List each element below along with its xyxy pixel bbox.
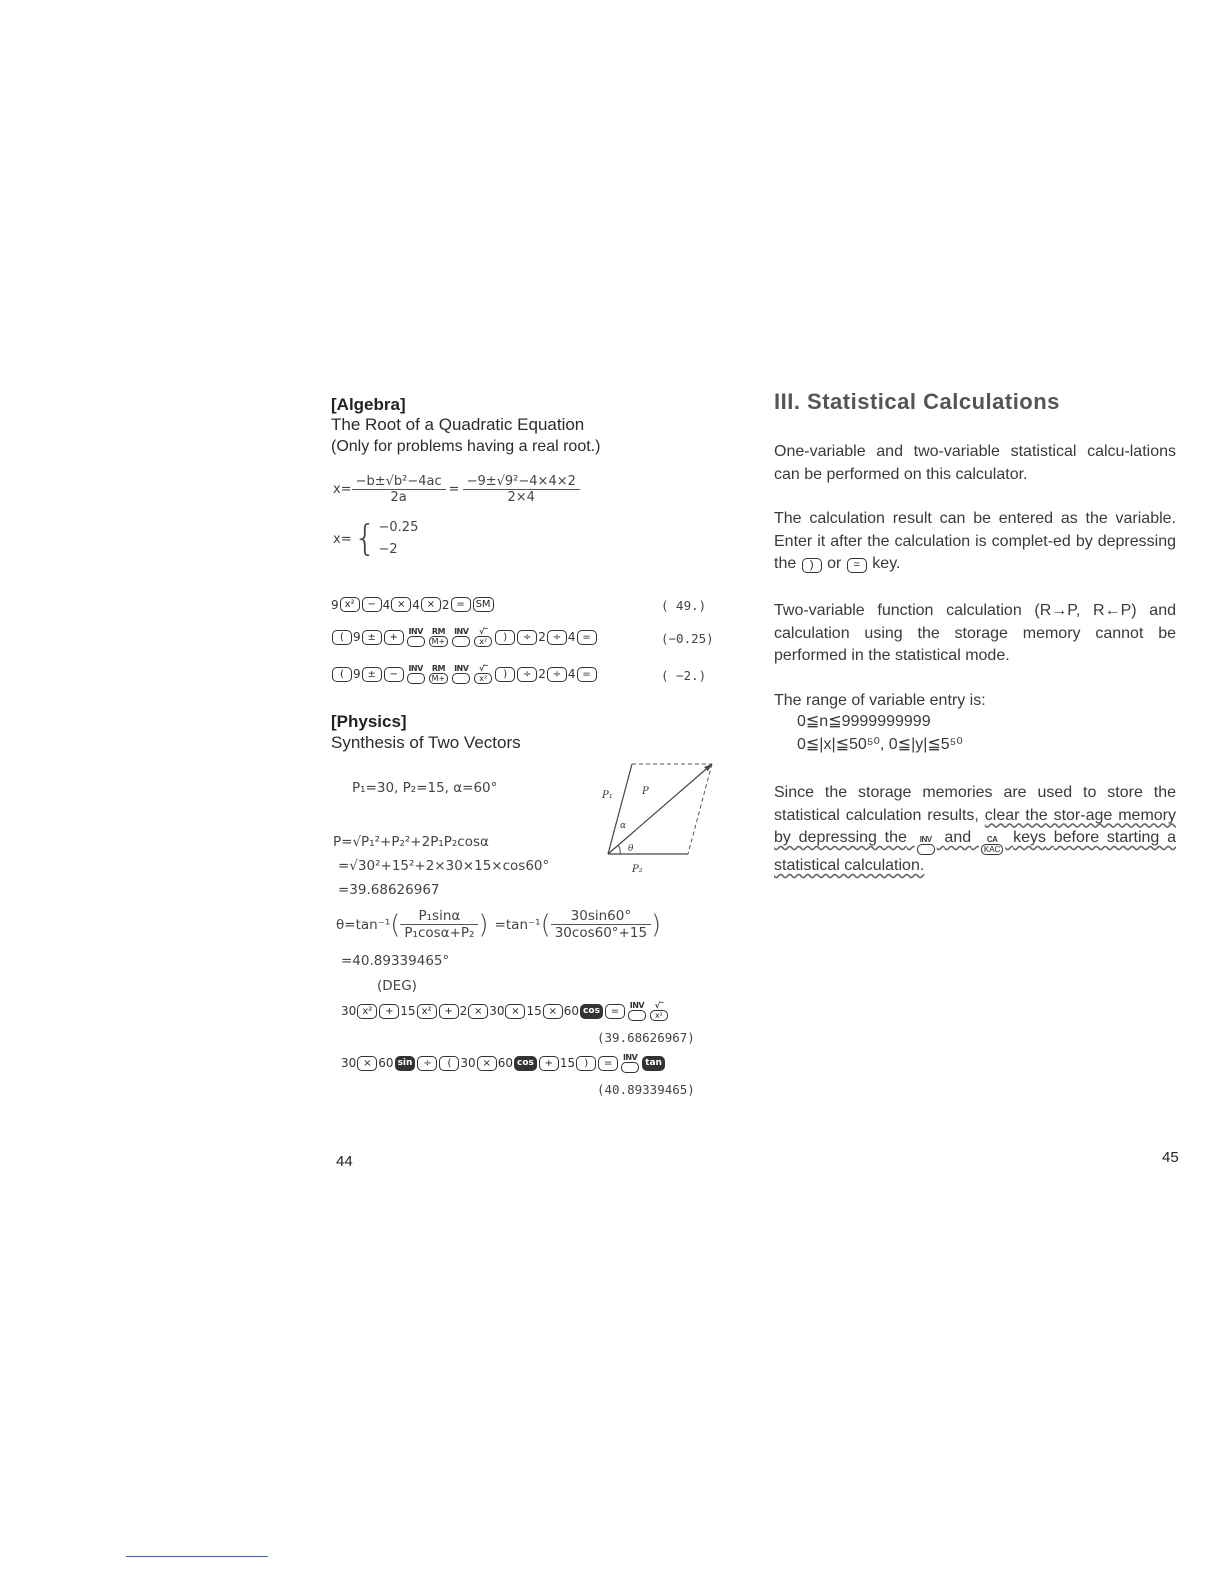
deg-mode: (DEG) [377, 978, 417, 994]
x-squared-key[interactable]: x² [340, 597, 360, 612]
rm-key[interactable]: RM M+ [428, 627, 450, 647]
sqrt-key[interactable]: √‾ x² [473, 627, 493, 647]
theta-frac-1 [400, 908, 478, 941]
tan-key[interactable]: tan [642, 1056, 665, 1071]
p-formula: P=√P₁²+P₂²+2P₁P₂cosα [333, 834, 489, 850]
algebra-title: The Root of a Quadratic Equation [331, 415, 585, 434]
close-paren-key[interactable]: ) [576, 1056, 596, 1071]
theta-den-1: P₁cosα+P₂ [404, 925, 475, 941]
theta-num-2: 30sin60° [551, 908, 651, 925]
roots: x= { −0.25 −2 [333, 518, 419, 559]
label-theta: θ [628, 844, 634, 854]
plus-key[interactable]: + [539, 1056, 559, 1071]
sqrt-key[interactable]: √‾ x² [649, 1001, 669, 1021]
x-squared-key[interactable]: x² [357, 1004, 377, 1019]
equals-key[interactable]: = [847, 558, 867, 573]
cos-key[interactable]: cos [514, 1056, 537, 1071]
paragraph-4-intro: Since the storage memories are used to store the statistical calculation results, [774, 784, 1176, 824]
ca-key[interactable]: CA KAC [980, 835, 1004, 855]
paragraph-1: One-variable and two-variable statistical calcu-lations can be performed on this calculator. [774, 443, 1176, 483]
divide-key[interactable]: ÷ [517, 630, 537, 645]
page-number-left: 44 [336, 1153, 353, 1170]
algebra-header: [Algebra] [331, 395, 406, 414]
section-heading: III. Statistical Calculations [774, 389, 1060, 414]
times-key[interactable]: × [477, 1056, 497, 1071]
close-paren-key[interactable]: ) [802, 558, 822, 573]
label-p: P [642, 786, 649, 797]
theta-value: =40.89339465° [341, 953, 450, 969]
inv-key[interactable]: INV [627, 1001, 647, 1021]
range-label: The range of variable entry is: [774, 692, 986, 709]
open-paren-key[interactable]: ( [332, 630, 352, 645]
theta-formula: θ=tan⁻¹ ( $\frac{\text{P₁sinα}}{\text{P₁cosα+P₂}}$ ) =tan⁻¹ ( $\frac{30\sin 60^\circ}{30\cos 60^\circ+15}$ ) [336, 908, 662, 941]
paragraph-2-text: The calculation result can be entered as the variable. Enter it after the calculation is complet-ed by depressing the [774, 510, 1176, 572]
theta-den-2: 30cos60°+15 [554, 925, 648, 941]
theta-mid: =tan⁻¹ [494, 916, 541, 933]
inv-key[interactable]: INV [916, 835, 936, 855]
range-xy: 0≦|x|≦50⁵⁰, 0≦|y|≦5⁵⁰ [797, 736, 963, 753]
equals-key[interactable]: = [598, 1056, 618, 1071]
inv-key[interactable]: INV [620, 1053, 640, 1073]
formula-frac-general [352, 474, 446, 505]
physics-title: Synthesis of Two Vectors [331, 733, 521, 752]
sqrt-key[interactable]: √‾ x² [473, 664, 493, 684]
paragraph-2-end: key. [872, 555, 901, 572]
paragraph-3: Two-variable function calculation (R→P, R←P) and calculation using the storage memory cannot be performed in the statistical mode. [774, 602, 1176, 664]
sign-change-key[interactable]: ± [362, 667, 382, 682]
divide-key[interactable]: ÷ [517, 667, 537, 682]
times-key[interactable]: × [505, 1004, 525, 1019]
open-paren-key[interactable]: ( [439, 1056, 459, 1071]
parallel-side-line [688, 764, 712, 854]
plus-key[interactable]: + [379, 1004, 399, 1019]
equals-key[interactable]: = [577, 667, 597, 682]
x-squared-key[interactable]: x² [417, 1004, 437, 1019]
times-key[interactable]: × [357, 1056, 377, 1071]
vector-p-line [608, 764, 712, 854]
plus-key[interactable]: + [439, 1004, 459, 1019]
range-n: 0≦n≦9999999999 [797, 713, 931, 730]
root-2: −2 [378, 542, 398, 557]
formula-frac-specific [463, 474, 580, 505]
rm-key[interactable]: RM M+ [428, 664, 450, 684]
minus-key[interactable]: − [384, 667, 404, 682]
formula-den-specific: 2×4 [507, 490, 535, 505]
times-key[interactable]: × [543, 1004, 563, 1019]
given-values: P₁=30, P₂=15, α=60° [352, 780, 498, 796]
result-5: (40.89339465) [597, 1082, 695, 1097]
result-1: ( 49.) [661, 598, 707, 613]
key-sequence-2: ( 9 ± + INV RM M+ INV √‾ x² ) ÷ 2 ÷ 4 = [331, 627, 598, 647]
divide-key[interactable]: ÷ [547, 667, 567, 682]
formula-num-specific: −9±√9²−4×4×2 [463, 474, 580, 490]
equals-key[interactable]: = [577, 630, 597, 645]
vector-diagram [590, 758, 720, 880]
formula-lhs: x= [333, 482, 352, 497]
key-sequence-1: 9 x² − 4 × 4 × 2 = SM [331, 597, 495, 612]
divide-key[interactable]: ÷ [547, 630, 567, 645]
quadratic-formula: x= $\frac{\text{−b±√b²−4ac}}{2a}$ = $\frac{\text{−9±√9²−4×4×2}}{2\times 4}$ [333, 474, 580, 505]
page-number-right: 45 [1162, 1149, 1179, 1166]
close-paren-key[interactable]: ) [495, 667, 515, 682]
close-paren-key[interactable]: ) [495, 630, 515, 645]
result-4: (39.68626967) [597, 1030, 695, 1045]
minus-key[interactable]: − [362, 597, 382, 612]
label-p1: P₁ [602, 790, 613, 801]
label-p2: P₂ [632, 864, 643, 875]
vector-p1-line [608, 764, 632, 854]
root-1: −0.25 [378, 520, 419, 535]
paragraph-2-or: or [827, 555, 842, 572]
formula-den-general: 2a [390, 490, 407, 505]
open-paren-key[interactable]: ( [332, 667, 352, 682]
p-substitution: =√30²+15²+2×30×15×cos60° [338, 858, 550, 874]
inv-key[interactable]: INV [451, 664, 471, 684]
roots-lhs: x= [333, 531, 352, 547]
times-key[interactable]: × [421, 597, 441, 612]
sin-key[interactable]: sin [395, 1056, 416, 1071]
theta-lhs: θ=tan⁻¹ [336, 916, 391, 933]
sm-key[interactable]: SM [473, 597, 494, 612]
theta-frac-2 [551, 908, 651, 941]
physics-header: [Physics] [331, 712, 407, 731]
formula-num-general: −b±√b²−4ac [352, 474, 446, 490]
paragraph-4-emphasis: clear the stor-age memory by depressing the INV and CA KAC keys before starting a statistical calculation. [774, 806, 1176, 874]
paragraph-4 [774, 782, 1176, 878]
algebra-note: (Only for problems having a real root.) [331, 438, 601, 455]
result-2: (−0.25) [661, 631, 714, 646]
key-sequence-4: 30 x² + 15 x² + 2 × 30 × 15 × 60 cos = INV √‾ x² [341, 1001, 670, 1021]
p-value: =39.68626967 [338, 882, 440, 898]
times-key[interactable]: × [468, 1004, 488, 1019]
sign-change-key[interactable]: ± [362, 630, 382, 645]
plus-key[interactable]: + [384, 630, 404, 645]
inv-key[interactable]: INV [451, 627, 471, 647]
times-key[interactable]: × [391, 597, 411, 612]
divide-key[interactable]: ÷ [417, 1056, 437, 1071]
key-sequence-3: ( 9 ± − INV RM M+ INV √‾ x² ) ÷ 2 ÷ 4 = [331, 664, 598, 684]
inv-key[interactable]: INV [406, 627, 426, 647]
equals-key[interactable]: = [451, 597, 471, 612]
theta-num-1: P₁sinα [400, 908, 478, 925]
inv-key[interactable]: INV [406, 664, 426, 684]
key-sequence-5: 30 × 60 sin ÷ ( 30 × 60 cos + 15 ) = INV tan [341, 1053, 666, 1073]
result-3: ( −2.) [661, 668, 707, 683]
cos-key[interactable]: cos [580, 1004, 603, 1019]
scan-edge-line [126, 1556, 268, 1557]
equals-key[interactable]: = [605, 1004, 625, 1019]
paragraph-2 [774, 508, 1176, 576]
label-alpha: α [620, 821, 627, 831]
